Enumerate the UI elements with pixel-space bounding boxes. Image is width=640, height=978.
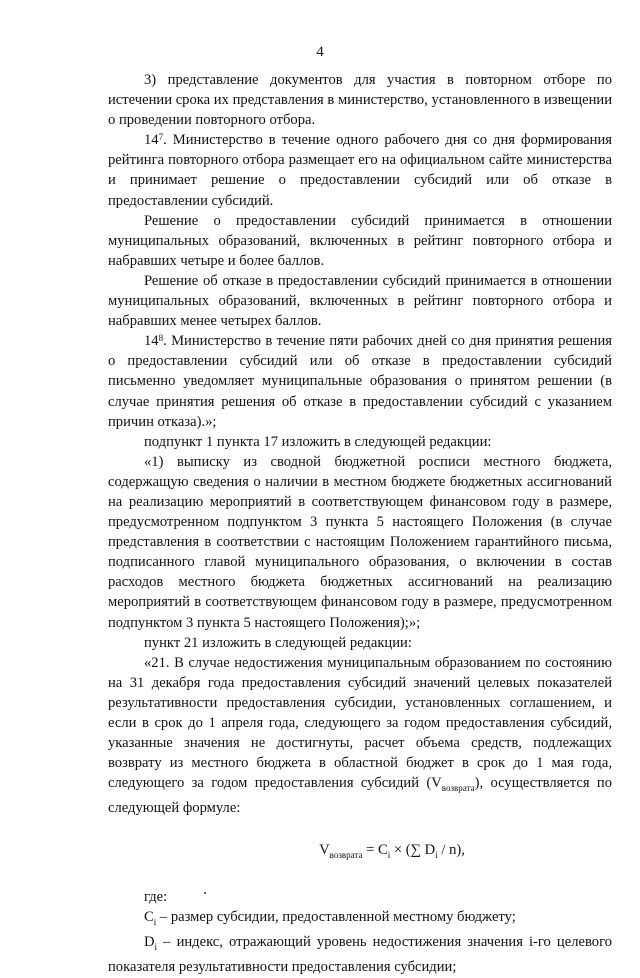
definition-text: – индекс, отражающий уровень недостижения значения i-го целевого показателя результативности предоставления субсидии; — [108, 934, 612, 976]
paragraph-item-21: пункт 21 изложить в следующей редакции: — [144, 634, 412, 651]
definition-symbol: D — [144, 934, 155, 951]
formula-sum: × (∑ D — [390, 842, 436, 859]
paragraph-14-8 — [108, 331, 612, 431]
clause-superscript: 8 — [158, 333, 164, 344]
definition-text: – размер субсидии, предоставленной местному бюджету; — [156, 909, 516, 926]
formula-d-subscript: i — [435, 850, 438, 861]
clause-superscript: 7 — [158, 132, 164, 143]
page-number: 4 — [316, 44, 324, 60]
formula-end: / n), — [437, 842, 465, 859]
paragraph-item-3: 3) представление документов для участия в повторном отборе по истечении срока их представления в министерство, установленного в извещении о проведении повторного отбора. — [108, 72, 612, 129]
formula-c: = C — [362, 842, 388, 859]
formula-v-subscript: возврата — [329, 850, 363, 861]
formula-v: V — [319, 842, 330, 859]
definition-subscript: i — [154, 942, 158, 953]
clause-text: . Министерство в течение пяти рабочих дней со дня принятия решения о предоставлении субсидий или об отказе в предоставлении субсидий письменно уведомляет муниципальные образования о принятом решении (в случае принятия решения об отказе в предоставлении субсидий с указанием причин отказа).»; — [108, 333, 612, 430]
paragraph-subitem-17: подпункт 1 пункта 17 изложить в следующей редакции: — [144, 433, 492, 450]
paragraph-decision-refusal: Решение об отказе в предоставлении субсидий принимается в отношении муниципальных образований, включенных в рейтинг повторного отбора и набравших менее четырех баллов. — [108, 272, 612, 330]
paragraph-14-7 — [108, 130, 612, 210]
paragraph-decision-grant: Решение о предоставлении субсидий принимается в отношении муниципальных образований, включенных в рейтинг повторного отбора и набравших четыре и более баллов. — [108, 212, 612, 269]
definition-c — [108, 907, 612, 932]
formula-c-subscript: i — [387, 850, 391, 861]
clause-text: «21. В случае недостижения муниципальным образованием по состоянию на 31 декабря года предоставления субсидий значений целевых показателей результативности предоставления субсидии, установленных соглашением, и если в срок до 1 апреля года, следующего за годом предоставления субсидий, указанные значения не достигнуты, расчет объема средств, подлежащих возврату из местного бюджета в областной бюджет в срок до 1 мая года, следующего за годом предоставления субсидий (V — [108, 654, 612, 792]
definition-symbol: C — [144, 909, 154, 926]
scan-speck — [204, 892, 206, 894]
formula — [108, 840, 612, 865]
definition-d — [108, 932, 612, 977]
clause-subscript: возврата — [441, 783, 475, 794]
clause-number: 14 — [144, 333, 159, 350]
formula-where: где: — [144, 889, 168, 906]
definition-subscript: i — [153, 917, 157, 928]
clause-text: . Министерство в течение одного рабочего дня со дня формирования рейтинга повторного отбора размещает его на официальном сайте министерства и принимает решение о предоставлении субсидий или об отказе в предоставлении субсидий. — [108, 132, 612, 209]
clause-number: 14 — [144, 132, 159, 149]
document-body — [108, 70, 612, 978]
clause-text-end: ), осуществляется по следующей формуле: — [108, 775, 612, 817]
paragraph-21-text — [108, 653, 612, 819]
paragraph-statement: «1) выписку из сводной бюджетной росписи местного бюджета, содержащую сведения о наличии в местном бюджете бюджетных ассигнований на реализацию мероприятий в соответствующем финансовом году в размере, предусмотренном подпунктом 3 пункта 5 настоящего Положения (в случае представления в соответствии с настоящим Положением гарантийного письма, подписанного главой муниципального образования, о включении в состав расходов местного бюджета бюджетных ассигнований на реализацию мероприятий в соответствующем финансовом году в размере, предусмотренном подпунктом 3 пункта 5 настоящего Положения);»; — [108, 453, 612, 631]
